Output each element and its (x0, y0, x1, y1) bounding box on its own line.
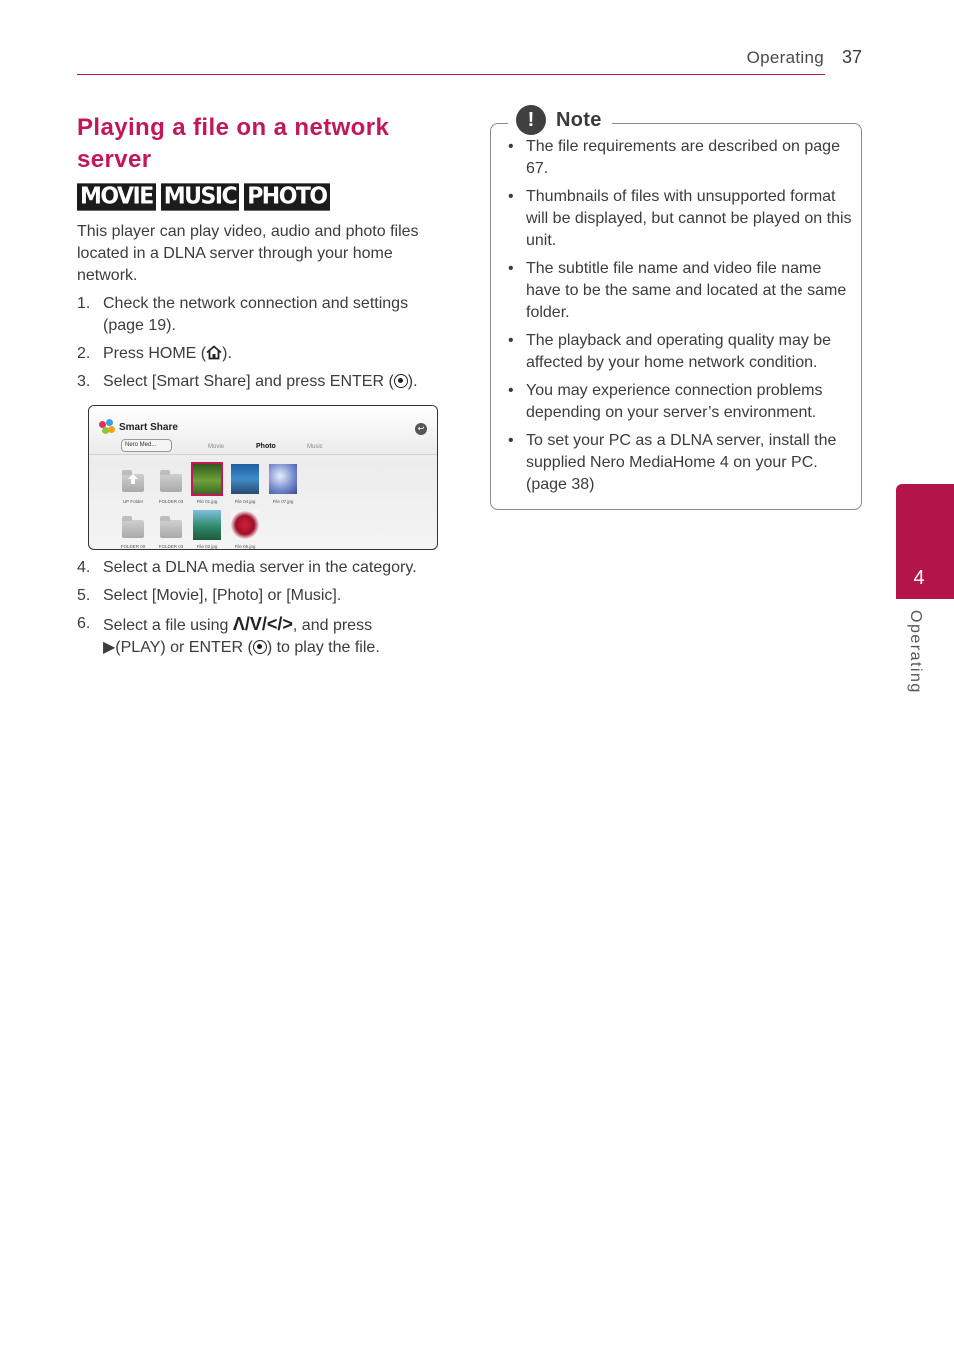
arrow-keys-icon: Λ/V/</> (232, 614, 293, 634)
step-text: Select [Smart Share] and press ENTER ( (103, 373, 394, 390)
photo-tile-selected[interactable] (191, 462, 223, 496)
folder-tile[interactable] (155, 464, 187, 496)
photo-tile[interactable] (193, 510, 221, 540)
note-item: • To set your PC as a DLNA server, install the supplied Nero MediaHome 4 on your PC. (page 38) (505, 430, 853, 496)
exclamation-icon: ! (516, 105, 546, 135)
step-number: 2. (77, 345, 91, 362)
intro-paragraph: This player can play video, audio and photo files located in a DLNA server through your home network. (77, 223, 419, 284)
home-icon (206, 345, 222, 360)
step-number: 3. (77, 373, 91, 390)
step-text-mid: , and press ▶(PLAY) or ENTER ( (103, 617, 373, 656)
folder-tile[interactable] (155, 510, 187, 542)
step-text: Select a DLNA media server in the category. (103, 559, 417, 576)
step-5 (77, 585, 439, 607)
server-dropdown[interactable]: Nero Med... (121, 439, 172, 452)
note-item: • Thumbnails of files with unsupported format will be displayed, but cannot be played on this unit. (505, 186, 853, 252)
step-number: 5. (77, 587, 91, 604)
step-text: Check the network connection and settings (page 19). (103, 295, 409, 334)
step-number: 1. (77, 295, 91, 312)
photo-tile[interactable] (269, 464, 297, 494)
header-rule (77, 74, 825, 75)
up-arrow-icon (127, 473, 139, 485)
tile-label: File 04.jpg (234, 499, 256, 504)
photo-tile[interactable] (231, 464, 259, 494)
tile-label: File 05.jpg (234, 544, 256, 549)
tile-label: UP Folder (122, 499, 144, 504)
step-text: Select a file using (103, 617, 233, 634)
smart-share-logo-icon (99, 419, 115, 435)
note-title: Note (556, 108, 602, 131)
tile-label: FOLDER 00 (120, 544, 146, 549)
note-item: • The file requirements are described on page 67. (505, 136, 853, 180)
page-number: 37 (842, 47, 863, 67)
step-text: Press HOME ( (103, 345, 207, 362)
smart-share-screenshot (88, 405, 438, 550)
step-text-end: ). (407, 373, 418, 390)
step-text-end: ). (222, 345, 232, 362)
back-icon[interactable]: ↩ (415, 423, 427, 435)
step-number: 6. (77, 615, 91, 632)
music-badge: MUSIC (161, 183, 239, 210)
screenshot-app-title: Smart Share (119, 422, 178, 433)
note-heading (508, 104, 612, 136)
note-item: • You may experience connection problems depending on your server’s environment. (505, 380, 853, 424)
enter-icon (253, 640, 267, 654)
section-title: Playing a file on a network server (77, 114, 390, 173)
enter-icon (394, 374, 408, 388)
step-2 (77, 343, 439, 365)
up-folder-tile[interactable] (117, 464, 149, 496)
running-header: Operating (746, 48, 824, 67)
steps-list-b (77, 557, 439, 665)
step-3 (77, 371, 439, 393)
media-badges (77, 184, 330, 210)
note-item: • The subtitle file name and video file name have to be the same and located at the same folder. (505, 258, 853, 324)
steps-list-a (77, 293, 439, 399)
movie-badge: MOVIE (77, 183, 156, 210)
tile-label: FOLDER 03 (158, 499, 184, 504)
tile-label: FOLDER 03 (158, 544, 184, 549)
folder-tile[interactable] (117, 510, 149, 542)
step-number: 4. (77, 559, 91, 576)
chapter-number: 4 (913, 567, 925, 589)
tab-movie[interactable]: Movie (208, 444, 225, 450)
note-item: • The playback and operating quality may be affected by your home network condition. (505, 330, 853, 374)
tab-music[interactable]: Music (307, 444, 323, 450)
note-list (505, 136, 853, 502)
photo-badge: PHOTO (244, 183, 329, 210)
screenshot-header (89, 406, 437, 455)
tile-label: File 02.jpg (196, 544, 218, 549)
photo-tile[interactable] (231, 510, 259, 540)
step-1 (77, 293, 439, 337)
step-text: Select [Movie], [Photo] or [Music]. (103, 587, 342, 604)
tile-label: File 01.jpg (196, 499, 218, 504)
step-6 (77, 613, 439, 659)
tile-label: File 07.jpg (272, 499, 294, 504)
step-text-end: ) to play the file. (266, 639, 380, 656)
tab-photo[interactable]: Photo (256, 443, 276, 450)
step-4 (77, 557, 439, 579)
chapter-label: Operating (907, 610, 924, 694)
